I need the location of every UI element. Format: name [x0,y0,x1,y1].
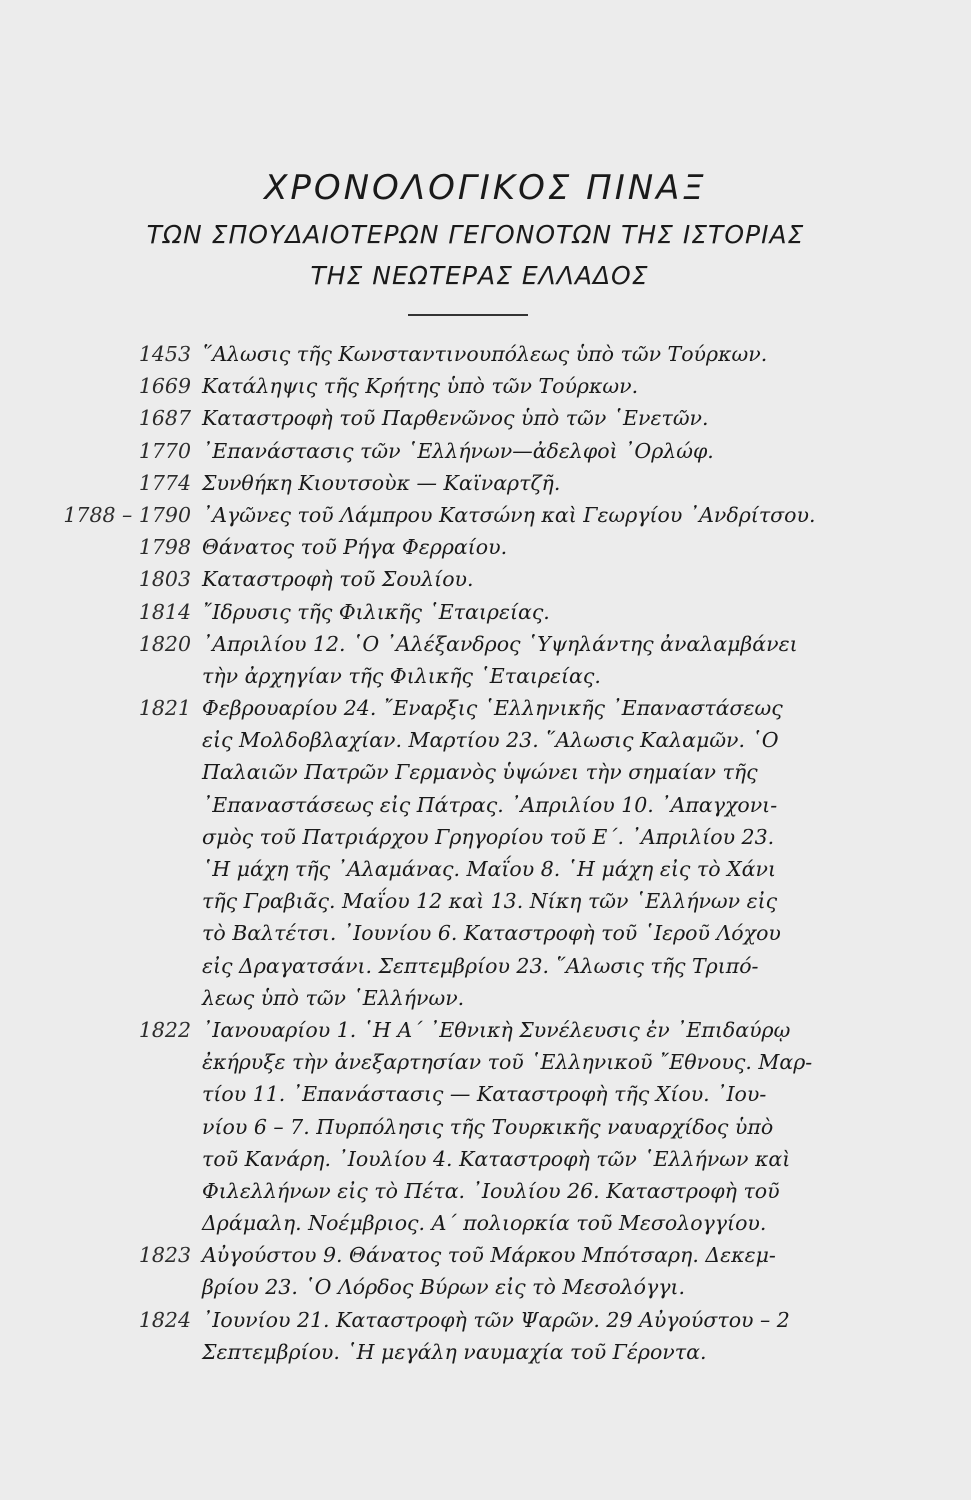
page-title: ΧΡΟΝΟΛΟΓΙΚΟΣ ΠΙΝΑΞ [264,168,707,208]
entry-year: 1820 [138,631,191,656]
entry-text [202,338,852,370]
chronology-entry [0,370,971,402]
entry-text-line: Φεβρουαρίου 24. ῎Εναρξις ῾Ελληνικῆς ᾿Επαναστάσεως [202,696,783,721]
entry-text-line: τῆς Γραβιᾶς. Μαΐου 12 καὶ 13. Νίκη τῶν ῾Ελλήνων εἰς [202,889,778,914]
entry-text [202,402,852,434]
entry-year: 1822 [138,1017,191,1042]
entry-text [202,370,852,402]
chronology-list [0,338,971,1368]
entry-text-line: ᾿Απριλίου 12. ῾Ο ᾿Αλέξανδρος ῾Υψηλάντης ἀναλαμβάνει [202,631,798,656]
chronology-entry [0,1014,971,1239]
entry-text-line: Θάνατος τοῦ Ρήγα Φερραίου. [202,535,508,560]
entry-text-line: ῞Αλωσις τῆς Κωνσταντινουπόλεως ὑπὸ τῶν Τούρκων. [202,342,768,366]
entry-text-line: Φιλελλήνων εἰς τὸ Πέτα. ᾿Ιουλίου 26. Καταστροφὴ τοῦ [202,1178,780,1203]
entry-text-line: ῎Ιδρυσις τῆς Φιλικῆς ῾Εταιρείας. [202,599,550,624]
chronology-entry [0,531,971,563]
entry-text [202,692,852,1014]
entry-text [202,1304,852,1368]
chronology-entry [0,1239,971,1303]
chronology-entry [0,402,971,434]
chronology-entry [0,1304,971,1368]
chronology-entry [0,692,971,1014]
entry-text-line: τοῦ Κανάρη. ᾿Ιουλίου 4. Καταστροφὴ τῶν ῾Ελλήνων καὶ [202,1146,791,1171]
page-subtitle-line-1: ΤΩΝ ΣΠΟΥΔΑΙΟΤΕΡΩΝ ΓΕΓΟΝΟΤΩΝ ΤΗΣ ΙΣΤΟΡΙΑΣ [146,220,805,249]
title-divider [408,314,528,316]
entry-year: 1774 [138,470,191,495]
entry-text-line: ἐκήρυξε τὴν ἀνεξαρτησίαν τοῦ ῾Ελληνικοῦ ῎Εθνους. Μαρ- [202,1050,813,1075]
entry-text-line: Συνθήκη Κιουτσοὺκ — Καϊναρτζῆ. [202,470,561,495]
chronology-entry [0,338,971,370]
entry-text-line: σμὸς τοῦ Πατριάρχου Γρηγορίου τοῦ Ε΄. ᾿Απριλίου 23. [202,824,775,849]
entry-text-line: ᾿Ιουνίου 21. Καταστροφὴ τῶν Ψαρῶν. 29 Αὐγούστου – 2 [202,1307,790,1332]
entry-text-line: λεως ὑπὸ τῶν ῾Ελλήνων. [202,985,465,1010]
entry-year: 1814 [138,599,191,624]
entry-year: 1824 [138,1307,191,1332]
entry-text-line: τὴν ἀρχηγίαν τῆς Φιλικῆς ῾Εταιρείας. [202,663,601,688]
entry-text [202,628,852,692]
entry-year: 1821 [138,696,191,721]
entry-text-line: εἰς Μολδοβλαχίαν. Μαρτίου 23. ῞Αλωσις Καλαμῶν. ῾Ο [202,728,779,753]
entry-text-line: εἰς Δραγατσάνι. Σεπτεμβρίου 23. ῞Αλωσις τῆς Τριπό- [202,953,759,978]
entry-year: 1788 – 1790 [63,502,191,527]
entry-text-line: τὸ Βαλτέτσι. ᾿Ιουνίου 6. Καταστροφὴ τοῦ ῾Ιεροῦ Λόχου [202,921,781,946]
entry-text-line: ᾿Αγῶνες τοῦ Λάμπρου Κατσώνη καὶ Γεωργίου ᾿Ανδρίτσου. [202,502,816,527]
entry-year: 1687 [138,406,191,431]
entry-text-line: Δράμαλη. Νοέμβριος. Α΄ πολιορκία τοῦ Μεσολογγίου. [202,1211,767,1236]
entry-text [202,435,852,467]
entry-year: 1770 [138,438,191,463]
entry-text-line: Καταστροφὴ τοῦ Σουλίου. [202,567,474,592]
entry-text [202,563,852,595]
entry-text-line: βρίου 23. ῾Ο Λόρδος Βύρων εἰς τὸ Μεσολόγγι. [202,1275,686,1300]
entry-text [202,467,852,499]
entry-text [202,596,852,628]
chronology-entry [0,499,971,531]
chronology-entry [0,628,971,692]
entry-text-line: Κατάληψις τῆς Κρήτης ὑπὸ τῶν Τούρκων. [202,374,639,399]
chronology-entry [0,563,971,595]
page-subtitle-line-2: ΤΗΣ ΝΕΩΤΕΡΑΣ ΕΛΛΑΔΟΣ [310,261,649,290]
entry-text [202,499,852,531]
entry-year: 1823 [138,1243,191,1268]
chronology-entry [0,467,971,499]
entry-text-line: ᾿Επαναστάσεως εἰς Πάτρας. ᾿Απριλίου 10. ᾿Απαγχονι- [202,792,778,817]
entry-text-line: ᾿Ιανουαρίου 1. ῾Η Α΄ ᾿Εθνικὴ Συνέλευσις ἐν ᾿Επιδαύρῳ [202,1017,791,1042]
entry-text [202,531,852,563]
entry-year: 1669 [138,374,191,399]
entry-text [202,1239,852,1303]
chronology-entry [0,435,971,467]
entry-year: 1453 [138,342,191,366]
chronology-entry [0,596,971,628]
entry-text-line: ᾿Επανάστασις τῶν ῾Ελλήνων—ἀδελφοὶ ᾿Ορλώφ. [202,438,714,463]
entry-text-line: Σεπτεμβρίου. ῾Η μεγάλη ναυμαχία τοῦ Γέροντα. [202,1339,707,1364]
entry-year: 1803 [138,567,191,592]
entry-text-line: Καταστροφὴ τοῦ Παρθενῶνος ὑπὸ τῶν ῾Ενετῶν. [202,406,709,431]
entry-text-line: τίου 11. ᾿Επανάστασις — Καταστροφὴ τῆς Χίου. ᾿Ιου- [202,1082,767,1107]
entry-text-line: Παλαιῶν Πατρῶν Γερμανὸς ὑψώνει τὴν σημαίαν τῆς [202,760,758,785]
entry-text-line: νίου 6 – 7. Πυρπόλησις τῆς Τουρκικῆς ναυαρχίδος ὑπὸ [202,1114,774,1139]
entry-text-line: Αὐγούστου 9. Θάνατος τοῦ Μάρκου Μπότσαρη. Δεκεμ- [202,1243,776,1268]
entry-year: 1798 [138,535,191,560]
entry-text [202,1014,852,1239]
entry-text-line: ῾Η μάχη τῆς ᾿Αλαμάνας. Μαΐου 8. ῾Η μάχη εἰς τὸ Χάνι [202,857,776,881]
